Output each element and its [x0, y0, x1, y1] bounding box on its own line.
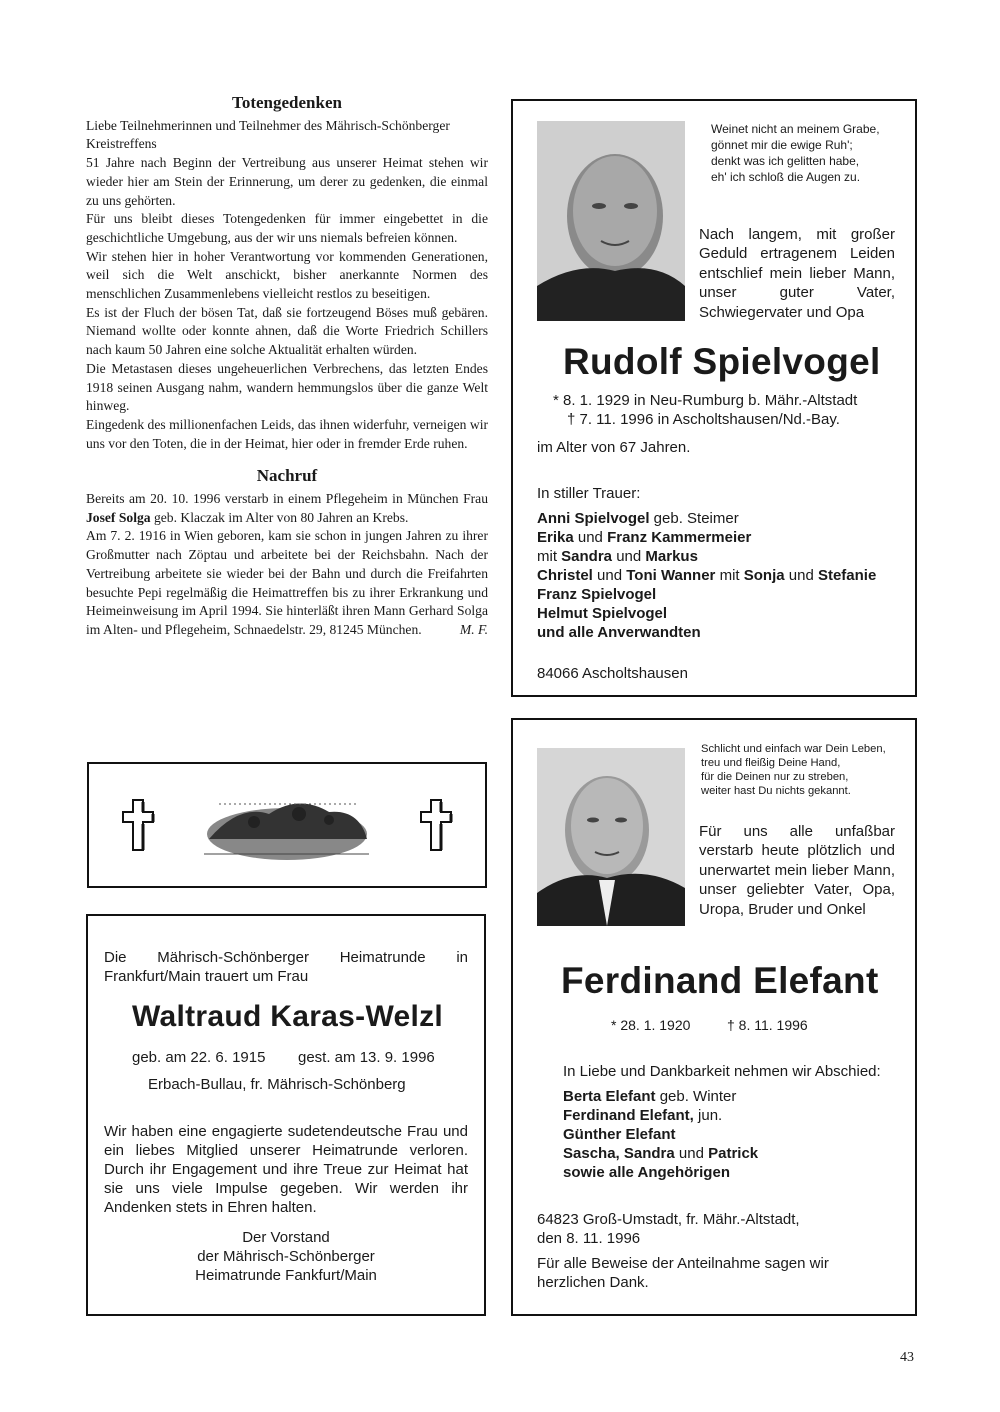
cross-icon [419, 798, 453, 852]
mourner-text: geb. Steimer [649, 510, 739, 527]
verse-line: eh' ich schloß die Augen zu. [711, 170, 861, 184]
nachruf-paragraph [86, 490, 488, 527]
nachruf-title: Nachruf [256, 466, 318, 486]
mourner-text: und [784, 567, 818, 584]
verse-line: Weinet nicht an meinem Grabe, [711, 122, 880, 136]
nachruf-text: Am 7. 2. 1916 in Wien geboren, kam sie schon in jungen Jahren zu ihrer Großmutter nach Zöptau und arbeitete bei der Reichsbahn. Nach der Vertreibung arbeitete sie wieder bei der Bahn und durch die Freifahrten besuchte Pepi regelmäßig die Heimattreffen bis zu ihrer Erkrankung und Heimeinweisung im April 1994. Sie hinterläßt ihren Mann Gerhard Solga im Alten- und Pflegeheim, Schnaedelstr. 29, 81245 München. [86, 528, 488, 637]
mourner-name: Patrick [708, 1145, 759, 1162]
verse-line: weiter hast Du nichts gekannt. [701, 785, 851, 797]
place: Erbach-Bullau, fr. Mährisch-Schönberg [148, 1076, 406, 1093]
death-date: † 8. 11. 1996 [727, 1017, 808, 1033]
mourner-text: und [573, 529, 608, 546]
age: im Alter von 67 Jahren. [537, 439, 691, 456]
mourner-text: und [612, 548, 646, 565]
obituary-ferdinand-elefant [511, 718, 917, 1316]
thanks-text: Für alle Beweise der Anteilnahme sagen wir herzlichen Dank. [537, 1255, 829, 1291]
totengedenken-paragraph: 51 Jahre nach Beginn der Vertreibung aus unserer Heimat stehen wir wieder hier am Stein der Erinnerung, um derer zu gedenken, die einmal zu uns gehörten. [86, 155, 488, 208]
address-line: den 8. 11. 1996 [537, 1230, 641, 1247]
portrait-photo [537, 121, 685, 321]
verse-line: für die Deinen nur zu streben, [701, 771, 849, 783]
totengedenken-paragraph: Liebe Teilnehmerinnen und Teilnehmer des Mährisch-Schönberger Kreistreffens [86, 117, 450, 152]
birth-date: * 28. 1. 1920 [611, 1017, 691, 1033]
mourner-text: mit [715, 567, 744, 584]
nachruf-text: Bereits am 20. 10. 1996 verstarb in einem Pflegeheim in München Frau [86, 491, 488, 507]
mourner-name: Ferdinand Elefant, [563, 1107, 694, 1124]
signature-block [104, 1228, 468, 1285]
mourner-name: Markus [645, 548, 698, 565]
mourner-name: Christel [537, 567, 593, 584]
death-date: † 7. 11. 1996 in Ascholtshausen/Nd.-Bay. [567, 411, 840, 428]
nachruf-name: Josef Solga [86, 509, 151, 525]
totengedenken-title: Totengedenken [232, 93, 342, 112]
mourner-text: jun. [693, 1107, 723, 1124]
totengedenken-paragraph: Eingedenk des millionenfachen Leids, das ihnen widerfuhr, verneigen wir uns vor den Toten, die in der Heimat, hier oder in fremder Erde ruhen. [86, 416, 488, 451]
mourner-name: Toni Wanner [626, 567, 716, 584]
left-column [86, 94, 488, 640]
obituary-intro: Nach langem, mit großer Geduld ertragenem Leiden entschlief mein lieber Mann, unser guter Vater, Schwiegervater und Opa [699, 226, 895, 321]
mourner-name: Helmut Spielvogel [537, 605, 668, 622]
nachruf-signature: M. F. [459, 621, 488, 637]
address: 84066 Ascholtshausen [537, 665, 688, 682]
cross-icon [121, 798, 155, 852]
portrait-photo [537, 748, 685, 926]
address [537, 1210, 800, 1248]
mourners-list [537, 484, 907, 642]
birth-date: geb. am 22. 6. 1915 [132, 1049, 266, 1066]
poem-verse [701, 742, 886, 798]
obituary-intro: Die Mährisch-Schönberger Heimatrunde in Frankfurt/Main trauert um Frau [104, 949, 468, 985]
mourner-name: Sandra [561, 548, 613, 565]
signature-line: Der Vorstand [242, 1229, 330, 1246]
abschied-label: In Liebe und Dankbarkeit nehmen wir Abschied: [563, 1063, 881, 1080]
totengedenken-paragraph: Wir stehen hier in hoher Verantwortung vor kommenden Generationen, weil sich die Welt anschickt, bisher anerkannte Normen des menschlichen Zusammenlebens vielleicht restlos zu beseitigen. [86, 248, 488, 302]
deceased-name: Waltraud Karas-Welzl [132, 1000, 444, 1033]
address-line: 64823 Groß-Umstadt, fr. Mähr.-Altstadt, [537, 1211, 800, 1228]
nachruf-paragraph [86, 527, 488, 639]
dates [553, 391, 883, 429]
verse-line: Schlicht und einfach war Dein Leben, [701, 743, 886, 755]
mourner-name: und alle Anverwandten [537, 624, 701, 641]
signature-line: der Mährisch-Schönberger [197, 1248, 375, 1265]
mourner-text: und [674, 1145, 709, 1162]
mourner-name: Franz Spielvogel [537, 586, 657, 603]
poem-verse [711, 121, 880, 185]
mourner-text: geb. Winter [655, 1088, 737, 1105]
verse-line: gönnet mir die ewige Ruh'; [711, 138, 853, 152]
mourner-name: sowie alle Angehörigen [563, 1164, 730, 1181]
deceased-name: Rudolf Spielvogel [563, 341, 881, 382]
obituary-intro: Für uns alle unfaßbar verstarb heute plötzlich und unerwartet mein lieber Mann, unser geliebter Vater, Opa, Uropa, Bruder und Onkel [699, 823, 895, 918]
death-date: gest. am 13. 9. 1996 [298, 1049, 435, 1066]
mourners-list [563, 1062, 913, 1182]
mourner-text: und [592, 567, 627, 584]
trauer-label: In stiller Trauer: [537, 485, 641, 502]
deceased-name: Ferdinand Elefant [561, 960, 879, 1001]
mourner-name: Franz Kammermeier [607, 529, 752, 546]
landscape-illustration [199, 784, 374, 864]
mourner-text: mit [537, 548, 562, 565]
cross-box [87, 762, 487, 888]
birth-date: * 8. 1. 1929 in Neu-Rumburg b. Mähr.-Altstadt [553, 392, 858, 409]
mourner-name: Sonja [743, 567, 785, 584]
signature-line: Heimatrunde Fankfurt/Main [195, 1267, 377, 1284]
mourner-name: Günther Elefant [563, 1126, 676, 1143]
tribute-text: Wir haben eine engagierte sudetendeutsche Frau und ein liebes Mitglied unserer Heimatrunde verloren. Durch ihr Engagement und ihre Treue zur Heimat hat sie uns viele Impulse gegeben. Wir werden ihr Andenken stets in Ehren halten. [104, 1123, 468, 1216]
mourner-name: Erika [537, 529, 574, 546]
nachruf-text: geb. Klaczak im Alter von 80 Jahren an Krebs. [150, 509, 409, 525]
obituary-waltraud-karas-welzl [86, 914, 486, 1316]
verse-line: treu und fleißig Deine Hand, [701, 757, 841, 769]
verse-line: denkt was ich gelitten habe, [711, 154, 860, 168]
obituary-rudolf-spielvogel [511, 99, 917, 697]
page-number: 43 [900, 1350, 914, 1365]
mourner-name: Anni Spielvogel [537, 510, 650, 527]
mourner-name: Sascha, Sandra [563, 1145, 675, 1162]
totengedenken-paragraph: Es ist der Fluch der bösen Tat, daß sie fortzeugend Böses muß gebären. Niemand wollte oder konnte ahnen, daß die Worte Friedrich Schillers nach kaum 50 Jahren eine solche Aktualität erhalten würden. [86, 304, 488, 358]
mourner-name: Berta Elefant [563, 1088, 656, 1105]
totengedenken-paragraph: Die Metastasen dieses ungeheuerlichen Verbrechens, das letzten Endes 1918 seinen Ausgang nahm, wandern hemmungslos über die ganze Welt hinweg. [86, 360, 488, 414]
totengedenken-paragraph: Für uns bleibt dieses Totengedenken für immer eingebettet in die geschichtliche Umgebung, aus der wir uns niemals befreien können. [86, 211, 488, 245]
mourner-name: Stefanie [817, 567, 877, 584]
